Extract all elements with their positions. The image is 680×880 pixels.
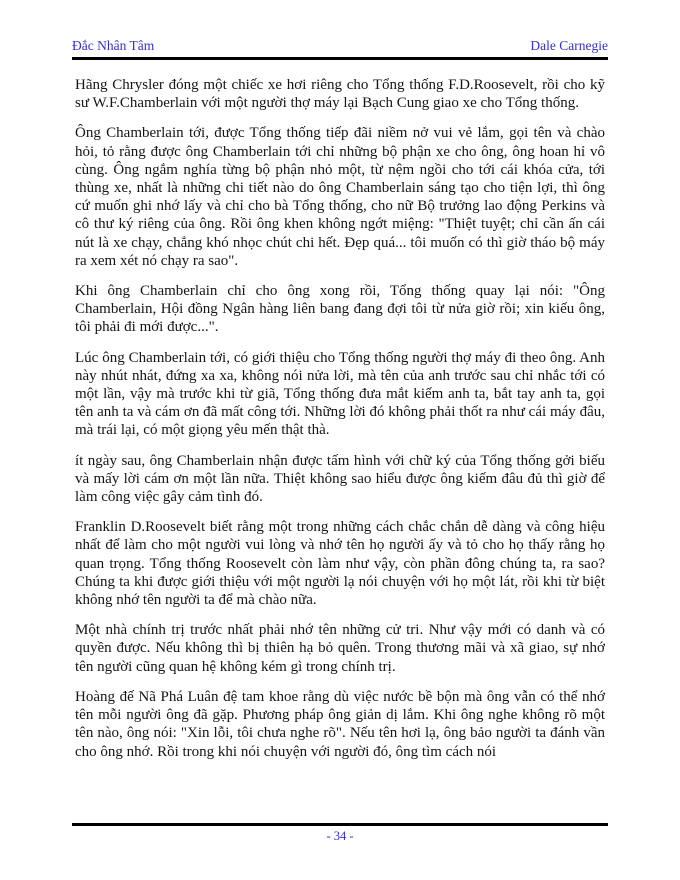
paragraph: ít ngày sau, ông Chamberlain nhận được tấm hình với chữ ký của Tổng thống gởi biếu và mấy lời cám ơn một lần nữa. Thiệt không sao hiểu được ông kiếm đâu đủ thì giờ để làm công việc gây cảm tình đó.	[75, 452, 605, 506]
page-header	[72, 38, 608, 54]
header-author: Dale Carnegie	[530, 38, 608, 53]
paragraph: Hoàng đế Nã Phá Luân đệ tam khoe rằng dù việc nước bề bộn mà ông vẫn có thể nhớ tên mỗi người ông đã gặp. Phương pháp ông giản dị lắm. Khi ông nghe không rõ một tên nào, ông nói: "Xin lỗi, tôi chưa nghe rõ". Nếu tên hơi lạ, ông bảo người ta đánh vần cho ông nhớ. Rồi trong khi nói chuyện với người đó, ông tìm cách nói	[75, 688, 605, 760]
document-body	[75, 76, 605, 773]
paragraph: Ông Chamberlain tới, được Tổng thống tiếp đãi niềm nở vui vẻ lắm, gọi tên và chào hỏi, tỏ rằng được ông Chamberlain tới chỉ những bộ phận xe cho ông, ông hoan hỉ vô cùng. Ông ngắm nghía từng bộ phận nhỏ một, từ nệm ngồi cho tới cái khóa cửa, tới thùng xe, nhất là những chi tiết nào do ông Chamberlain sáng tạo cho tiện lợi, thì ông cứ muốn ghi nhớ lấy và chỉ cho bà Tổng thống, cho nữ Bộ trưởng lao động Perkins và cô thư ký riêng của ông. Rồi ông khen không ngớt miệng: "Thiệt tuyệt; chỉ cần ấn cái nút là xe chạy, chẳng khó nhọc chút chi hết. Đẹp quá... tôi muốn có thì giờ tháo bộ máy ra xem xét nó chạy ra sao".	[75, 125, 605, 269]
page-number: - 34 -	[326, 829, 354, 843]
paragraph: Lúc ông Chamberlain tới, có giới thiệu cho Tổng thống người thợ máy đi theo ông. Anh này nhút nhát, đứng xa xa, không nói nửa lời, mà tên của anh trước sau chỉ nhắc tới có một lần, vậy mà trước khi từ giã, Tổng thống đưa mắt kiếm anh ta, bắt tay anh ta, gọi tên anh ta và cám ơn đã mất công tới. Những lời đó không phải thốt ra như cái máy đâu, mà trái lại, có một giọng yêu mến thật thà.	[75, 349, 605, 439]
header-rule	[72, 57, 608, 60]
paragraph: Khi ông Chamberlain chỉ cho ông xong rồi, Tổng thống quay lại nói: "Ông Chamberlain, Hội đồng Ngân hàng liên bang đang đợi tôi từ nửa giờ rồi; xin kiếu ông, tôi phải đi mới được...".	[75, 283, 605, 336]
footer-rule	[72, 823, 608, 826]
page-footer	[0, 829, 680, 844]
paragraph: Một nhà chính trị trước nhất phải nhớ tên những cử tri. Như vậy mới có danh và có quyền được. Nếu không thì bị thiên hạ bỏ quên. Trong thương mãi và xã giao, sự nhớ tên người cũng quan hệ không kém gì trong chính trị.	[75, 622, 605, 675]
header-book-title: Đắc Nhân Tâm	[72, 38, 155, 53]
paragraph: Hãng Chrysler đóng một chiếc xe hơi riêng cho Tổng thống F.D.Roosevelt, rồi cho kỹ sư W.F.Chamberlain với một người thợ máy lại Bạch Cung giao xe cho Tổng thống.	[75, 77, 605, 112]
paragraph: Franklin D.Roosevelt biết rằng một trong những cách chắc chắn dễ dàng và công hiệu nhất để làm cho một người vui lòng và nhớ tên họ người ấy và tỏ cho họ thấy rằng họ quan trọng. Tổng thống Roosevelt còn làm như vậy, còn phần đông chúng ta, ra sao? Chúng ta khi được giới thiệu với một người lạ nói chuyện với họ một lát, rồi khi từ biệt không nhớ tên người ta để mà chào nữa.	[75, 519, 605, 609]
